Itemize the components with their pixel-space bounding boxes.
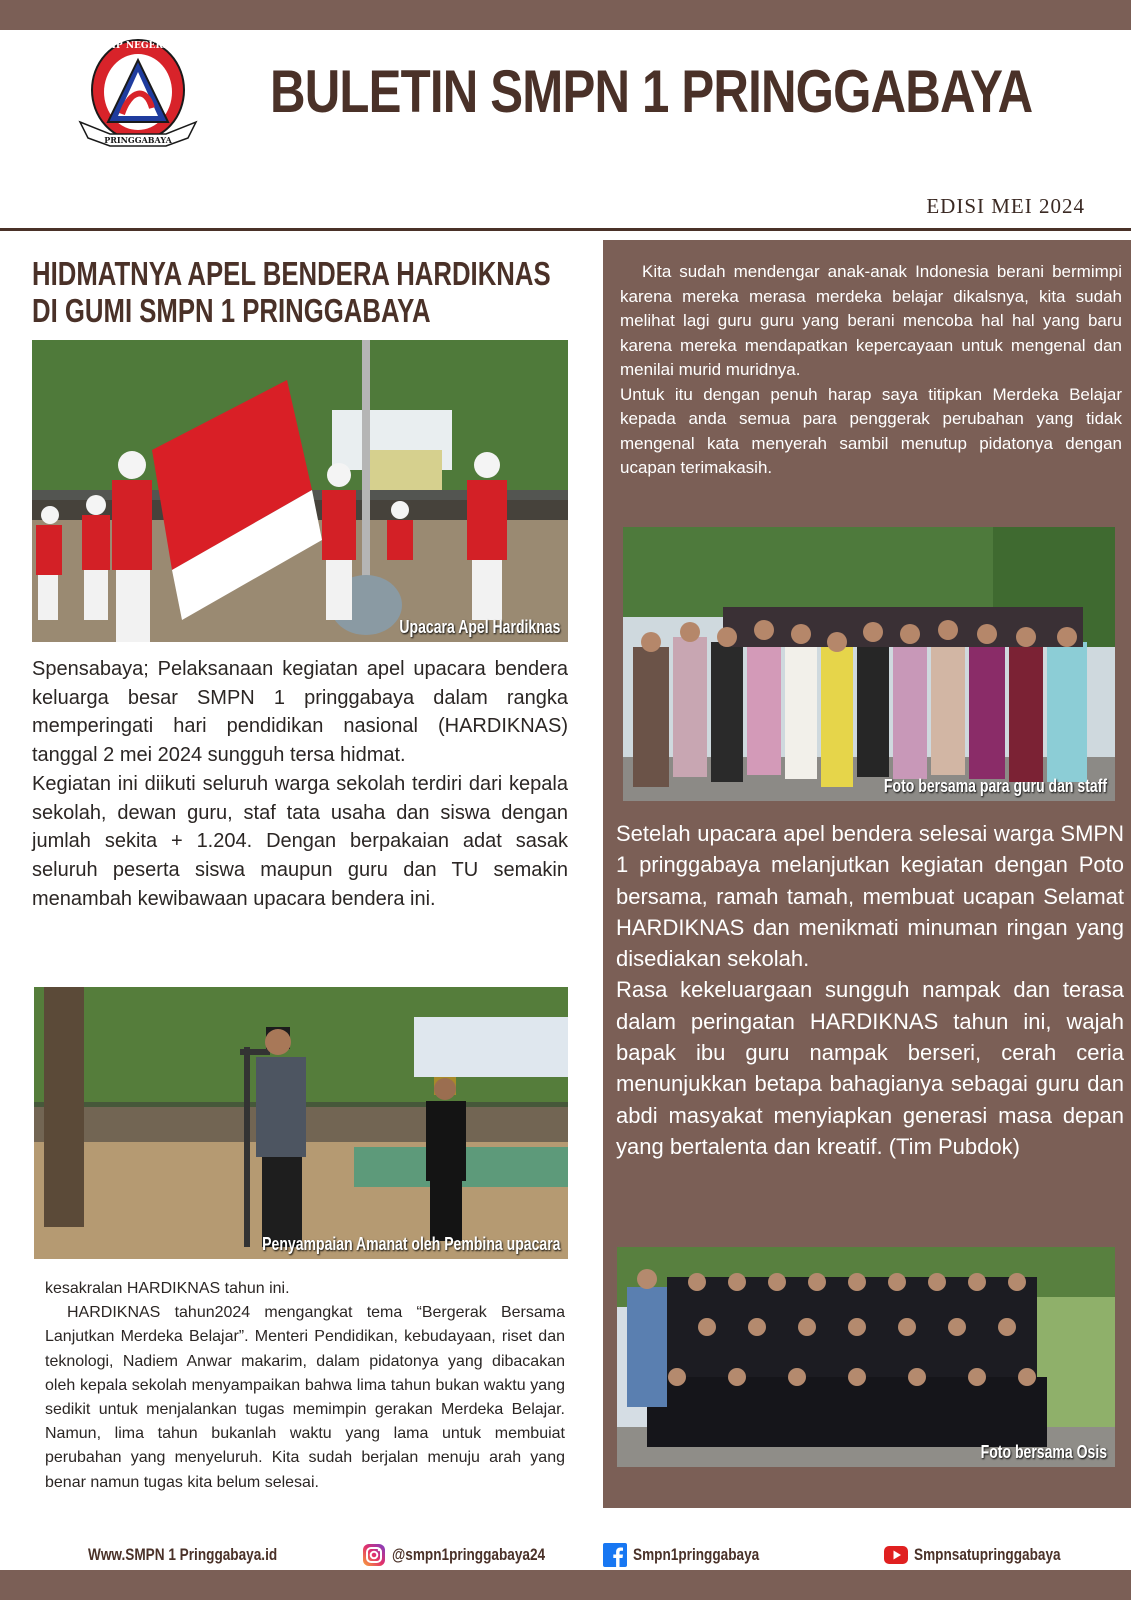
bulletin-title: BULETIN SMPN 1 PRINGGABAYA (270, 58, 1033, 125)
instagram-icon (362, 1543, 386, 1567)
edition-label: EDISI MEI 2024 (926, 194, 1085, 218)
footer-facebook-text[interactable]: Smpn1pringgabaya (633, 1545, 760, 1564)
footer-facebook[interactable] (603, 1542, 791, 1568)
header-divider (0, 228, 1131, 231)
sidebar-paragraph-1: Kita sudah mendengar anak-anak Indonesia berani bermimpi karena mereka merasa merdeka belajar dikalsnya, kita sudah melihat lagi guru guru yang berani mencoba hal hal yang baru karena mereka mendapatkan kepercayaan untuk mengenal dan menilai murid muridnya. (620, 262, 1122, 379)
footer-website-text[interactable]: Www.SMPN 1 Pringgabaya.id (88, 1545, 278, 1564)
article-body-bottom (45, 1277, 565, 1495)
photo-teachers-group-caption: Foto bersama para guru dan staff (883, 776, 1107, 796)
footer-website[interactable] (88, 1542, 324, 1568)
sidebar-text-bottom (616, 818, 1124, 1162)
footer-youtube-text[interactable]: Smpnsatupringgabaya (914, 1545, 1061, 1564)
article-paragraph-3: kesakralan HARDIKNAS tahun ini. (45, 1280, 290, 1297)
photo-teachers-group (623, 527, 1115, 801)
logo-label-top: SMP NEGERI 1 (99, 41, 177, 51)
photo-flag-ceremony-caption: Upacara Apel Hardiknas (398, 617, 560, 637)
photo-flag-ceremony (32, 340, 568, 642)
article-paragraph-1: Spensabaya; Pelaksanaan kegiatan apel upacara bendera keluarga besar SMPN 1 pringgabaya dalam rangka memperingati hari pendidikan nasional (HARDIKNAS) tanggal 2 mei 2024 sungguh tersa hidmat. (32, 658, 568, 767)
sidebar-text-top (620, 260, 1122, 481)
sidebar-paragraph-2: Untuk itu dengan penuh harap saya titipkan Merdeka Belajar kepada anda semua para penggerak perubahan yang tidak mengenal kata menyerah sambil menutup pidatonya dengan ucapan terimakasih. (620, 384, 1122, 477)
headline-line-2: DI GUMI SMPN 1 PRINGGABAYA (32, 292, 431, 329)
headline-line-1: HIDMATNYA APEL BENDERA HARDIKNAS (32, 255, 551, 292)
logo-label-bottom: PRINGGABAYA (104, 135, 172, 145)
school-logo (70, 30, 206, 160)
article-paragraph-2: Kegiatan ini diikuti seluruh warga sekolah terdiri dari kepala sekolah, dewan guru, staf tata usaha dan siswa dengan jumlah sekita + 1.204. Dengan berpakaian adat sasak seluruh peserta siswa maupun guru dan TU semakin menambah kewibawaan upacara bendera ini. (32, 772, 568, 910)
footer-instagram[interactable] (362, 1542, 583, 1568)
photo-osis-group-caption: Foto bersama Osis (980, 1442, 1107, 1462)
youtube-icon (884, 1543, 908, 1567)
facebook-icon (603, 1543, 627, 1567)
article-paragraph-4: HARDIKNAS tahun2024 mengangkat tema “Bergerak Bersama Lanjutkan Merdeka Belajar”. Menteri Pendidikan, kebudayaan, riset dan teknologi, Nadiem Anwar makarim, dalam pidatonya yang dibacakan oleh kepala sekolah menyampaikan bahwa lima tahun bukan waktu yang sedikit untuk menjalankan tugas memimpin gerakan Merdeka Belajar. Namun, lima tahun bukanlah waktu yang lama untuk membuiat perubahan yang menyeluruh. Kita sudah berjalan menuju arah yang benar namun tugas kita belum selesai. (45, 1304, 565, 1491)
footer-instagram-text[interactable]: @smpn1pringgabaya24 (392, 1545, 546, 1564)
photo-osis-group (617, 1247, 1115, 1467)
footer-youtube[interactable] (884, 1542, 1097, 1568)
sidebar-paragraph-3: Setelah upacara apel bendera selesai warga SMPN 1 pringgabaya melanjutkan kegiatan dengan Poto bersama, ramah tamah, membuat ucapan Selamat HARDIKNAS dan menikmati minuman ringan yang disediakan sekolah. (616, 821, 1124, 972)
photo-ceremony-speech (34, 987, 568, 1259)
top-bar (0, 0, 1131, 30)
article-body-top (32, 655, 568, 913)
article-headline (32, 255, 551, 329)
sidebar-paragraph-4: Rasa kekeluargaan sungguh nampak dan terasa dalam peringatan HARDIKNAS tahun ini, wajah bapak ibu guru nampak berseri, cerah ceria menunjukkan betapa bahagianya sebagai guru dan abdi masyakat menyiapkan generasi masa depan yang bertalenta dan kreatif. (Tim Pubdok) (616, 977, 1124, 1159)
bottom-bar (0, 1570, 1131, 1600)
photo-ceremony-speech-caption: Penyampaian Amanat oleh Pembina upacara (261, 1234, 560, 1254)
